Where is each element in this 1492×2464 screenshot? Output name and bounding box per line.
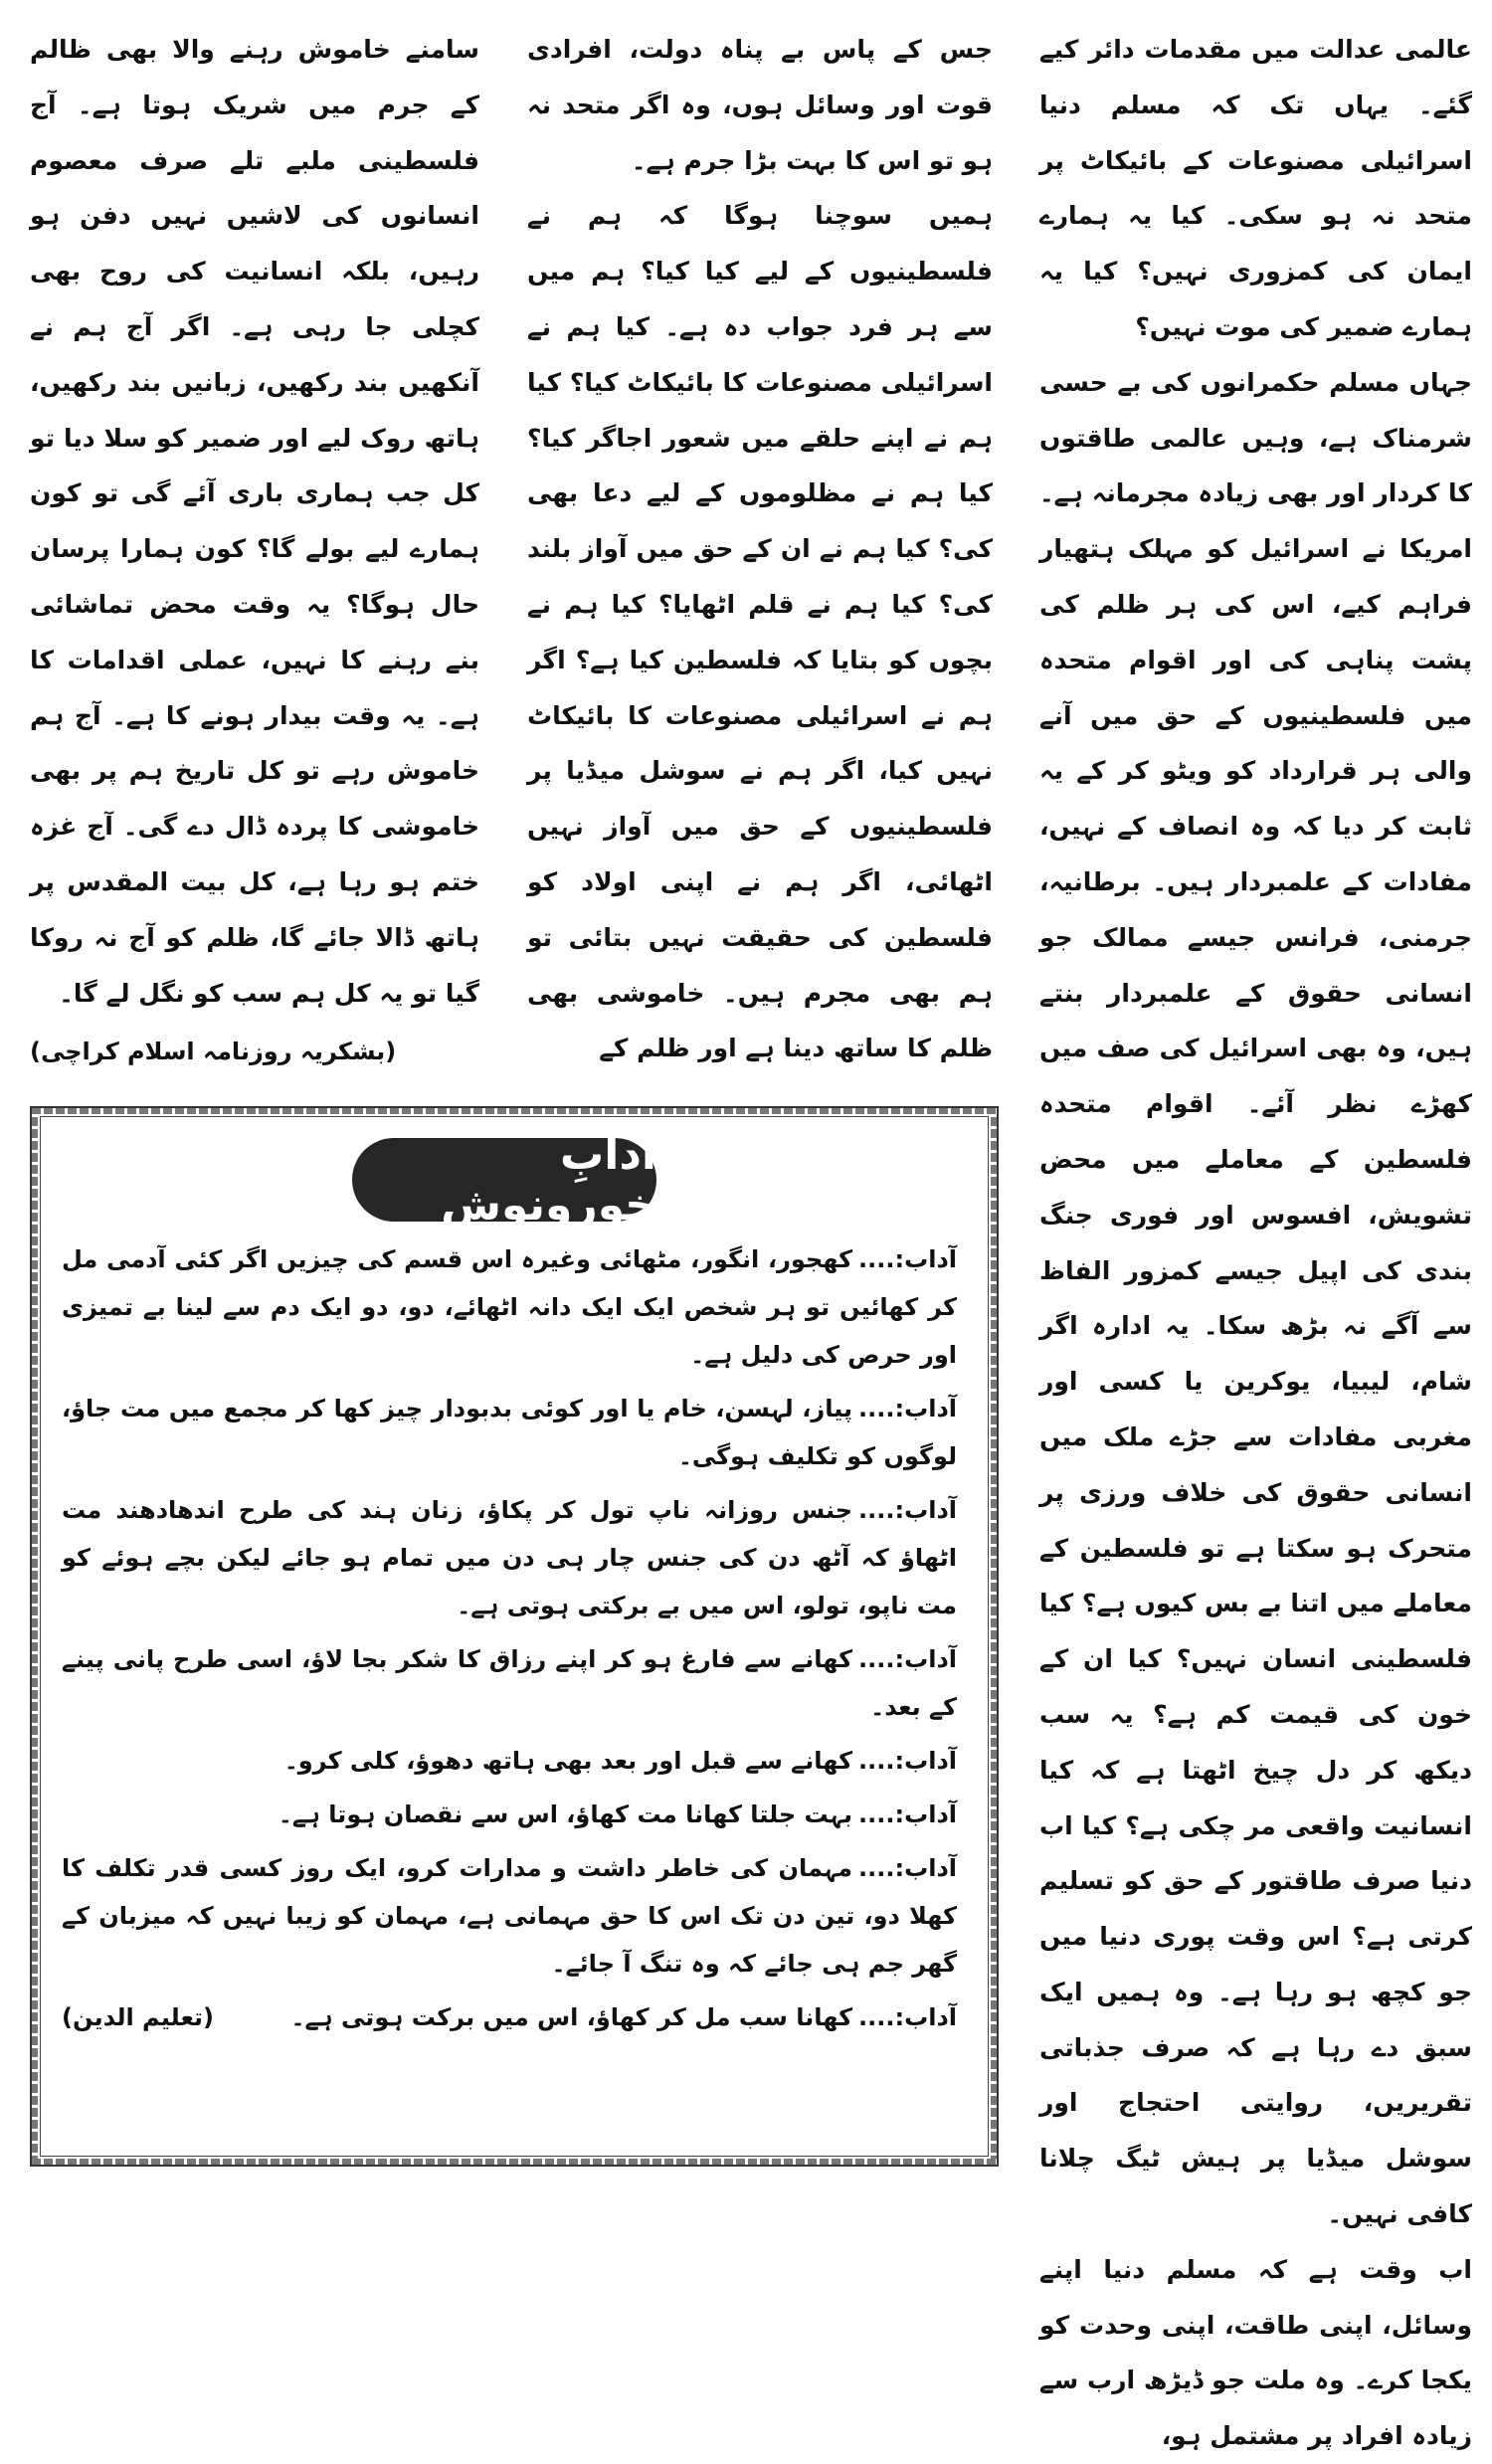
etiquette-text: کھانے سے فارغ ہو کر اپنے رزاق کا شکر بجا لاؤ، اسی طرح پانی پینے کے بعد۔: [62, 1645, 957, 1721]
article-paragraph: اب وقت ہے کہ مسلم دنیا اپنے وسائل، اپنی طاقت، اپنی وحدت کو یکجا کرے۔ وہ ملت جو ڈیڑھ ارب سے زیادہ افراد پر مشتمل ہو،: [1039, 2254, 1472, 2451]
etiquette-text: کھانا سب مل کر کھاؤ، اس میں برکت ہوتی ہے۔: [290, 2003, 853, 2031]
etiquette-text: کھجور، انگور، مٹھائی وغیرہ اس قسم کی چیزیں اگر کئی آدمی مل کر کھائیں تو ہر شخص ایک ایک دانہ اٹھائے، دو، دو ایک دم سے لینا بے تمیزی اور حرص کی دلیل ہے۔: [62, 1245, 957, 1369]
etiquette-text: جنس روزانہ ناپ تول کر پکاؤ، زنان ہند کی طرح اندھادھند مت اٹھاؤ کہ آٹھ دن کی جنس چار ہی دن میں تمام ہو جائے لیکن بچے ہوئے کو مت ناپو، تولو، اس میں بے برکتی ہوتی ہے۔: [62, 1496, 957, 1619]
etiquette-item: [62, 1486, 957, 1629]
article-column-left: [30, 22, 479, 1080]
article-paragraph: ہمیں سوچنا ہوگا کہ ہم نے فلسطینیوں کے لیے کیا کیا؟ ہم میں سے ہر فرد جواب دہ ہے۔ کیا ہم نے اسرائیلی مصنوعات کا بائیکاٹ کیا؟ کیا ہم نے اپنے حلقے میں شعور اجاگر کیا؟ کیا ہم نے مظلوموں کے لیے دعا بھی کی؟ کیا ہم نے ان کے حق میں آواز بلند کی؟ کیا ہم نے قلم اٹھایا؟ کیا ہم نے بچوں کو بتایا کہ فلسطین کیا ہے؟ اگر ہم نے اسرائیلی مصنوعات کا بائیکاٹ نہیں کیا، اگر ہم نے سوشل میڈیا پر فلسطینیوں کے حق میں آواز نہیں اٹھائی، اگر ہم نے اپنی اولاد کو فلسطین کی حقیقت نہیں بتائی تو ہم بھی مجرم ہیں۔ خاموشی بھی ظلم کا ساتھ دینا ہے اور ظلم کے: [527, 201, 993, 1063]
etiquette-item: [62, 1993, 957, 2041]
article-credit: (بشکریہ روزنامہ اسلام کراچی): [30, 1038, 397, 1066]
etiquette-text: کھانے سے قبل اور بعد بھی ہاتھ دھوؤ، کلی کرو۔: [283, 1747, 853, 1775]
article-paragraph: عالمی عدالت میں مقدمات دائر کیے گئے۔ یہاں تک کہ مسلم دنیا اسرائیلی مصنوعات کے بائیکاٹ پر متحد نہ ہو سکی۔ کیا یہ ہمارے ایمان کی کمزوری نہیں؟ کیا یہ ہمارے ضمیر کی موت نہیں؟: [1039, 35, 1472, 341]
etiquette-box-title: آدابِ خورونوش: [352, 1138, 656, 1222]
etiquette-item: [62, 1737, 957, 1785]
article-paragraph: جہاں مسلم حکمرانوں کی بے حسی شرمناک ہے، وہیں عالمی طاقتوں کا کردار اور بھی زیادہ مجرمانہ ہے۔ امریکا نے اسرائیل کو مہلک ہتھیار فراہم کیے، اس کی ہر ظلم کی پشت پناہی کی اور اقوام متحدہ میں فلسطینیوں کے حق میں آنے والی ہر قرارداد کو ویٹو کر کے یہ ثابت کر دیا کہ وہ انصاف کے نہیں، مفادات کے علمبردار ہیں۔ برطانیہ، جرمنی، فرانس جیسے ممالک جو انسانی حقوق کے علمبردار بنتے ہیں، وہ بھی اسرائیل کی صف میں کھڑے نظر آئے۔ اقوام متحدہ فلسطین کے معاملے میں محض تشویش، افسوس اور فوری جنگ بندی کی اپیل جیسے کمزور الفاظ سے آگے نہ بڑھ سکا۔ یہ ادارہ اگر شام، لیبیا، یوکرین یا کسی اور مغربی مفادات سے جڑے ملک میں انسانی حقوق کی خلاف ورزی پر متحرک ہو سکتا ہے تو فلسطین کے معاملے میں اتنا بے بس کیوں ہے؟ کیا فلسطینی انسان نہیں؟ کیا ان کے خون کی قیمت کم ہے؟ یہ سب دیکھ کر دل چیخ اٹھتا ہے کہ کیا انسانیت واقعی مر چکی ہے؟ کیا اب دنیا صرف طاقتور کے حق کو تسلیم کرتی ہے؟ اس وقت پوری دنیا میں جو کچھ ہو رہا ہے۔ وہ ہمیں ایک سبق دے رہا ہے کہ صرف جذباتی تقریریں، روایتی احتجاج اور سوشل میڈیا پر ہیش ٹیگ چلانا کافی نہیں۔: [1039, 367, 1472, 2229]
etiquette-text: مہمان کی خاطر داشت و مدارات کرو، ایک روز کسی قدر تکلف کا کھلا دو، تین دن تک اس کا حق مہمانی ہے، مہمان کو زیبا نہیں کہ میزبان کے گھر جم ہی جائے کہ وہ تنگ آ جائے۔: [62, 1854, 957, 1978]
etiquette-label: آداب:....: [858, 1645, 957, 1673]
etiquette-label: آداب:....: [858, 1854, 957, 1882]
etiquette-list: [62, 1235, 957, 2047]
etiquette-label: آداب:....: [858, 1801, 957, 1828]
etiquette-item: [62, 1385, 957, 1480]
article-column-middle: [527, 22, 993, 1076]
etiquette-label: آداب:....: [858, 1395, 957, 1422]
etiquette-label: آداب:....: [858, 1245, 957, 1273]
article-paragraph: سامنے خاموش رہنے والا بھی ظالم کے جرم میں شریک ہوتا ہے۔ آج فلسطینی ملبے تلے صرف معصوم انسانوں کی لاشیں نہیں دفن ہو رہیں، بلکہ انسانیت کی روح بھی کچلی جا رہی ہے۔ اگر آج ہم نے آنکھیں بند رکھیں، زبانیں بند رکھیں، ہاتھ روک لیے اور ضمیر کو سلا دیا تو کل جب ہماری باری آئے گی تو کون ہمارے لیے بولے گا؟ کون ہمارا پرسان حال ہوگا؟ یہ وقت محض تماشائی بنے رہنے کا نہیں، عملی اقدامات کا ہے۔ یہ وقت بیدار ہونے کا ہے۔ آج ہم خاموش رہے تو کل تاریخ ہم پر بھی خاموشی کا پردہ ڈال دے گی۔ آج غزہ ختم ہو رہا ہے، کل بیت المقدس پر ہاتھ ڈالا جائے گا، ظلم کو آج نہ روکا گیا تو یہ کل ہم سب کو نگل لے گا۔: [30, 35, 479, 1008]
article-column-right: [1039, 22, 1472, 2464]
etiquette-text: بہت جلتا کھانا مت کھاؤ، اس سے نقصان ہوتا ہے۔: [278, 1801, 853, 1828]
etiquette-item: [62, 1844, 957, 1988]
etiquette-label: آداب:....: [858, 1747, 957, 1775]
etiquette-box: [30, 1106, 999, 2167]
etiquette-source: (تعلیم الدین): [62, 2003, 214, 2031]
article-paragraph: جس کے پاس بے پناہ دولت، افرادی قوت اور وسائل ہوں، وہ اگر متحد نہ ہو تو اس کا بہت بڑا جرم ہے۔: [527, 35, 993, 175]
etiquette-label: آداب:....: [858, 1496, 957, 1524]
etiquette-item: [62, 1635, 957, 1731]
etiquette-text: پیاز، لہسن، خام یا اور کوئی بدبودار چیز کھا کر مجمع میں مت جاؤ، لوگوں کو تکلیف ہوگی۔: [62, 1395, 957, 1470]
etiquette-item: [62, 1235, 957, 1379]
etiquette-label: آداب:....: [858, 2003, 957, 2031]
etiquette-item: [62, 1791, 957, 1838]
